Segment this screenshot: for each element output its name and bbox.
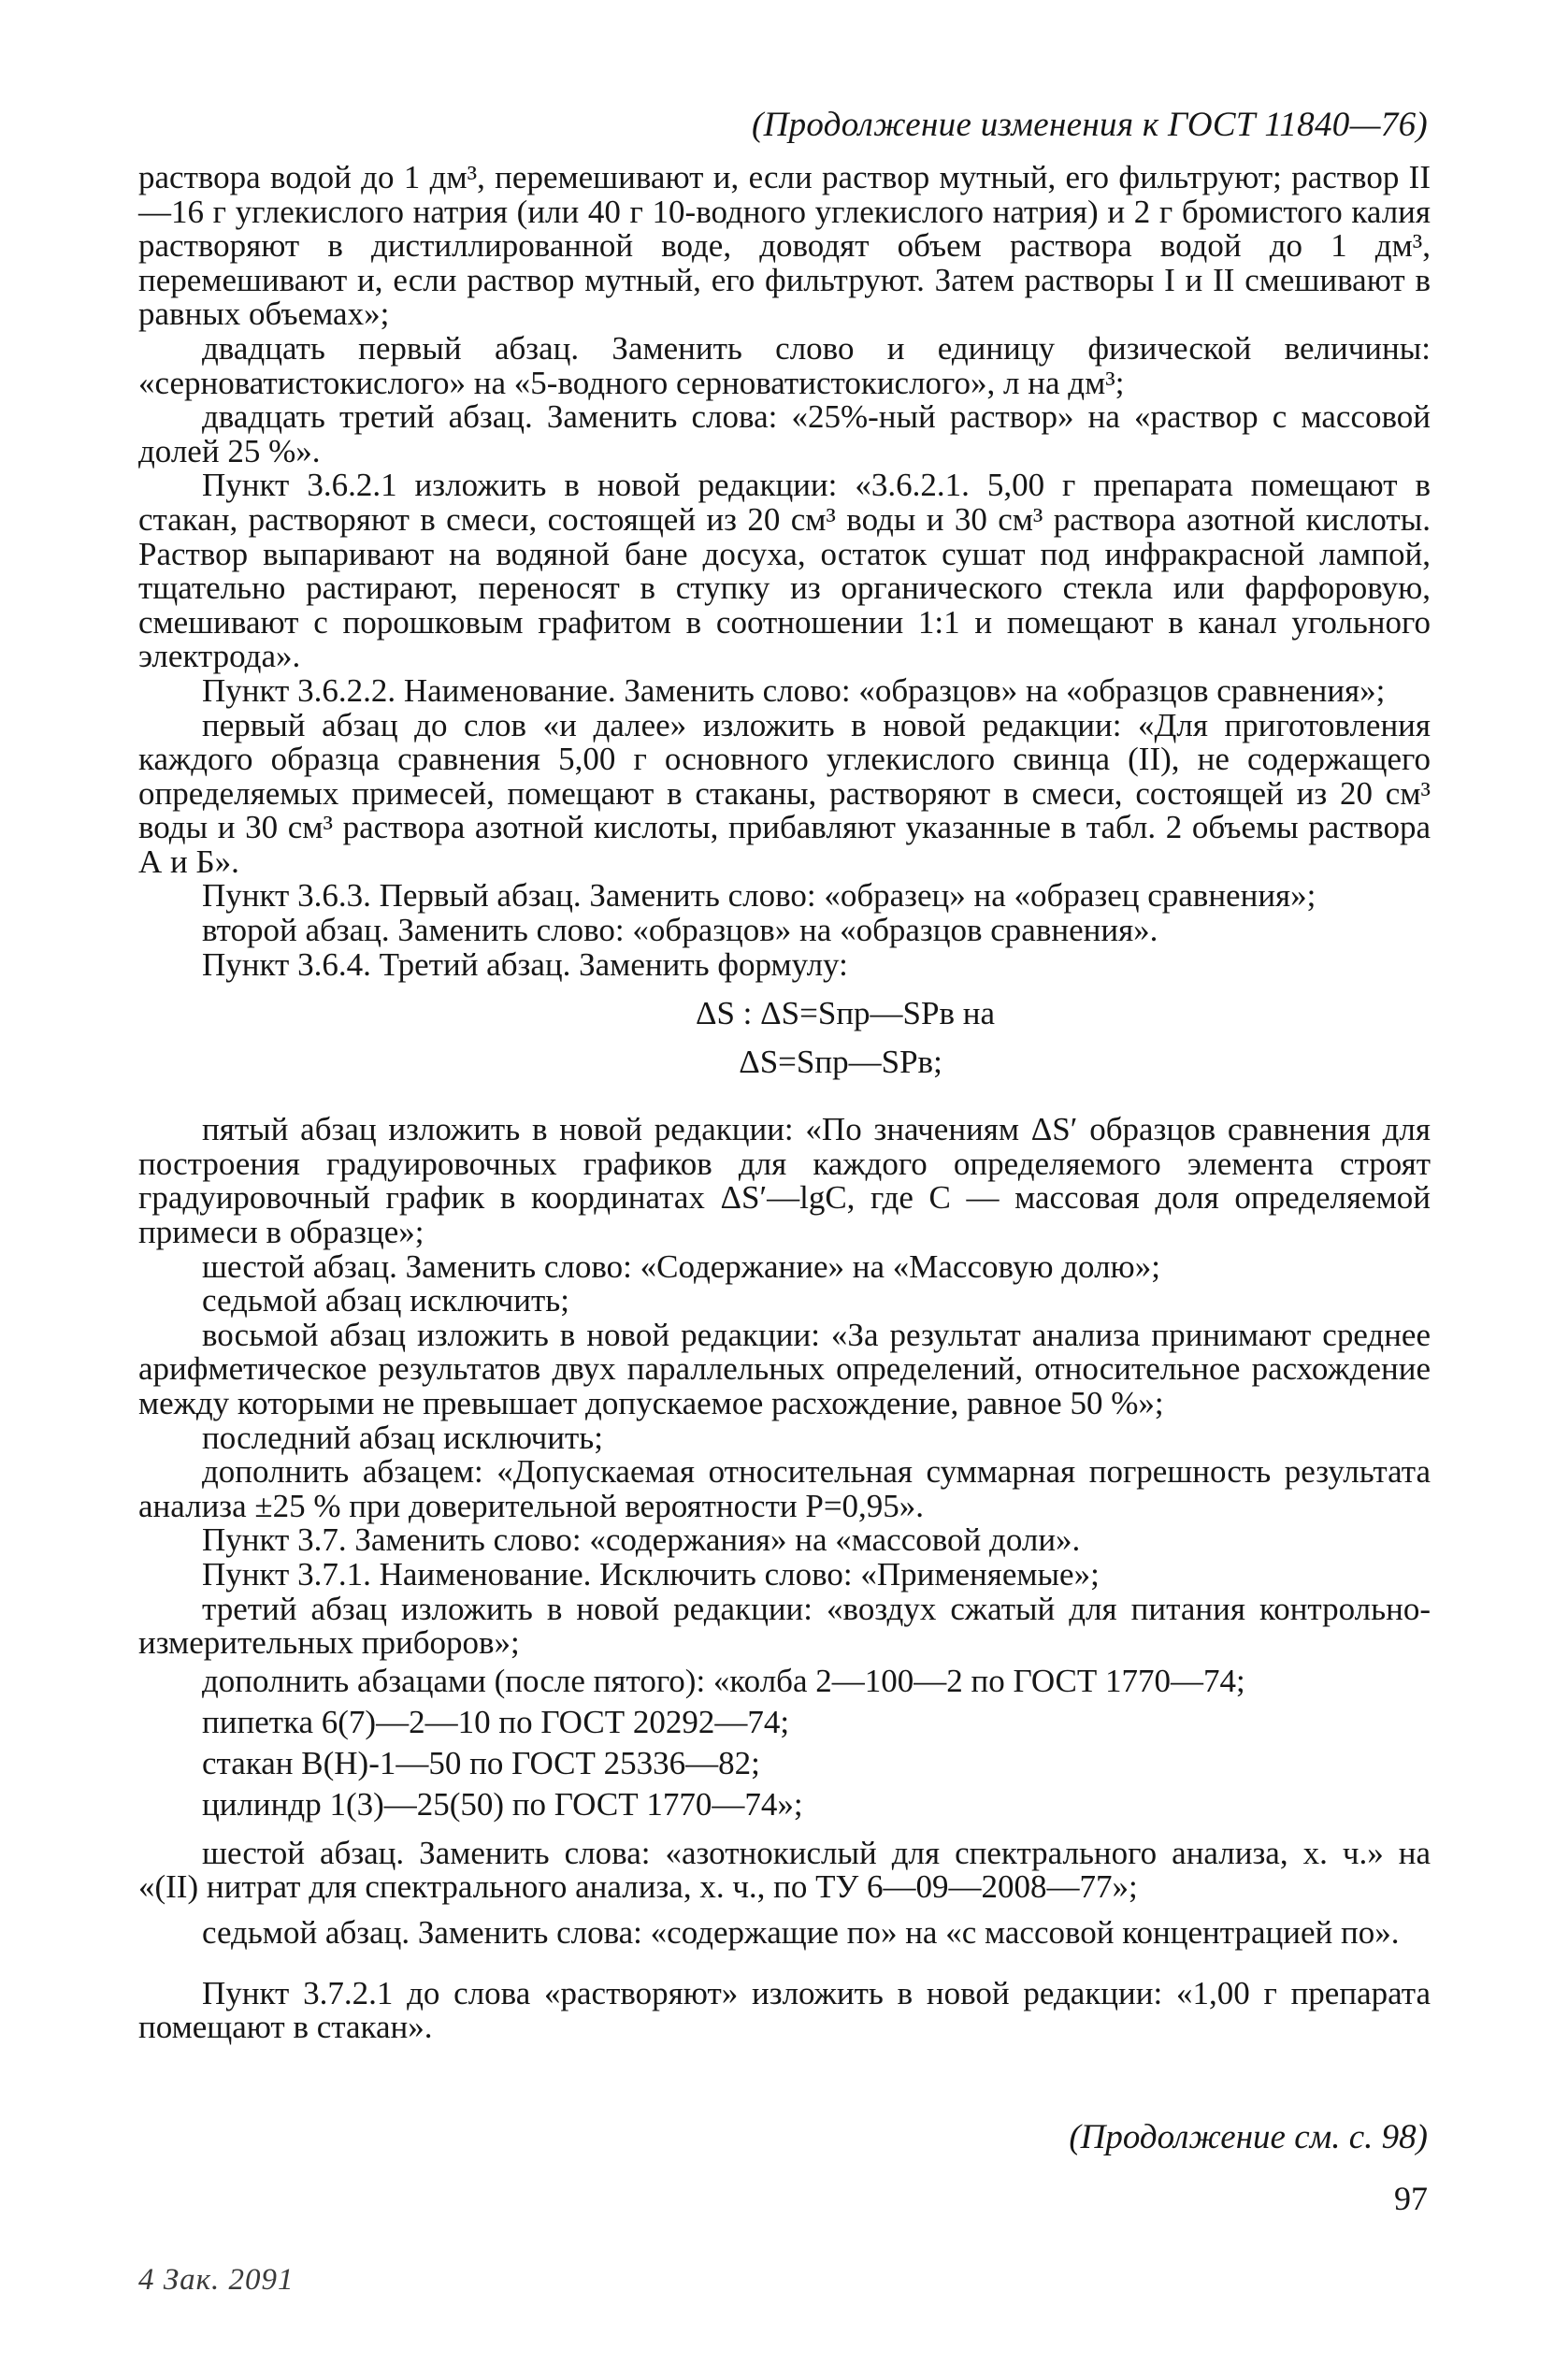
list-item: стакан В(Н)-1—50 по ГОСТ 25336—82; — [202, 1744, 760, 1781]
paragraph: Пункт 3.6.2.1 изложить в новой редакции: «3.6.2.1. 5,00 г препарата помещают в стакан, растворяют в смеси, состоящей из 20 см³ воды и 30 см³ раствора азотной кислоты. Раствор выпаривают на водяной бане досуха, остаток сушат под инфракрасной лампой, тщательно растирают, переносят в ступку из органического стекла или фарфоровую, смешивают с порошковым графитом в соотношении 1:1 и помещают в канал угольного электрода». — [138, 467, 1431, 675]
paragraph: первый абзац до слов «и далее» изложить в новой редакции: «Для приготовления каждого образца сравнения 5,00 г основного углекислого свинца (II), не содержащего определяемых примесей, помещают в стаканы, растворяют в смеси, состоящей из 20 см³ воды и 30 см³ раствора азотной кислоты, прибавляют указанные в табл. 2 объемы раствора А и Б». — [138, 706, 1431, 880]
paragraph: двадцать третий абзац. Заменить слова: «25%-ный раствор» на «раствор с массовой долей 25 %». — [138, 398, 1431, 469]
paragraph: пятый абзац изложить в новой редакции: «По значениям ΔS′ образцов сравнения для построения градуировочных графиков для каждого определяемого элемента строят градуировочный график в координатах ΔS′—lgC, где C — массовая доля определяемой примеси в образце»; — [138, 1111, 1431, 1251]
order-mark: 4 Зак. 2091 — [138, 2263, 295, 2297]
paragraph: шестой абзац. Заменить слова: «азотнокислый для спектрального анализа, х. ч.» на «(II) нитрат для спектрального анализа, х. ч., по ТУ 6—09—2008—77»; — [138, 1834, 1431, 1906]
paragraph: Пункт 3.6.3. Первый абзац. Заменить слово: «образец» на «образец сравнения»; — [202, 877, 1316, 915]
paragraph: второй абзац. Заменить слово: «образцов» на «образцов сравнения». — [202, 912, 1158, 949]
list-item: дополнить абзацами (после пятого): «колба 2—100—2 по ГОСТ 1770—74; — [202, 1662, 1245, 1699]
paragraph: дополнить абзацем: «Допускаемая относительная суммарная погрешность результата анализа ±25 % при доверительной вероятности P=0,95». — [138, 1453, 1431, 1524]
paragraph: последний абзац исключить; — [202, 1419, 603, 1456]
paragraph: седьмой абзац. Заменить слова: «содержащие по» на «с массовой концентрацией по». — [202, 1913, 1400, 1951]
paragraph: шестой абзац. Заменить слово: «Содержание» на «Массовую долю»; — [202, 1247, 1160, 1285]
paragraph: Пункт 3.7.2.1 до слова «растворяют» изложить в новой редакции: «1,00 г препарата помещают в стакан». — [138, 1974, 1431, 2046]
paragraph: Пункт 3.6.2.2. Наименование. Заменить слово: «образцов» на «образцов сравнения»; — [202, 671, 1386, 709]
page-number: 97 — [1394, 2180, 1428, 2217]
document-body — [138, 161, 1431, 2045]
paragraph: двадцать первый абзац. Заменить слово и единицу физической величины: «серноватистокислого» на «5-водного серноватистокислого», л на дм³; — [138, 329, 1431, 401]
paragraph: третий абзац изложить в новой редакции: «воздух сжатый для питания контрольно-измерительных приборов»; — [138, 1590, 1431, 1662]
paragraph: седьмой абзац исключить; — [202, 1282, 569, 1319]
formula-new: ΔS=Sпр—SPв; — [739, 1044, 942, 1081]
formula-block — [138, 989, 1431, 1087]
paragraph: Пункт 3.6.4. Третий абзац. Заменить формулу: — [202, 945, 848, 983]
paragraph: Пункт 3.7. Заменить слово: «содержания» на «массовой доли». — [202, 1521, 1081, 1559]
paragraph: Пункт 3.7.1. Наименование. Исключить слово: «Применяемые»; — [202, 1555, 1100, 1593]
list-item: пипетка 6(7)—2—10 по ГОСТ 20292—74; — [202, 1703, 790, 1740]
continuation-note: (Продолжение см. с. 98) — [1069, 2118, 1428, 2156]
list-item: цилиндр 1(3)—25(50) по ГОСТ 1770—74»; — [202, 1785, 803, 1823]
paragraph: раствора водой до 1 дм³, перемешивают и, если раствор мутный, его фильтруют; раствор II—16 г углекислого натрия (или 40 г 10-водного углекислого натрия) и 2 г бромистого калия растворяют в дистиллированной воде, доводят объем раствора водой до 1 дм³, перемешивают и, если раствор мутный, его фильтруют. Затем растворы I и II смешивают в равных объемах»; — [138, 159, 1431, 333]
paragraph: восьмой абзац изложить в новой редакции: «За результат анализа принимают среднее арифметическое результатов двух параллельных определений, относительное расхождение между которыми не превышает допускаемое расхождение, равное 50 %»; — [138, 1316, 1431, 1421]
formula-old: ΔS : ΔS=Sпр—SPв на — [695, 995, 996, 1032]
running-header: (Продолжение изменения к ГОСТ 11840—76) — [751, 106, 1428, 144]
